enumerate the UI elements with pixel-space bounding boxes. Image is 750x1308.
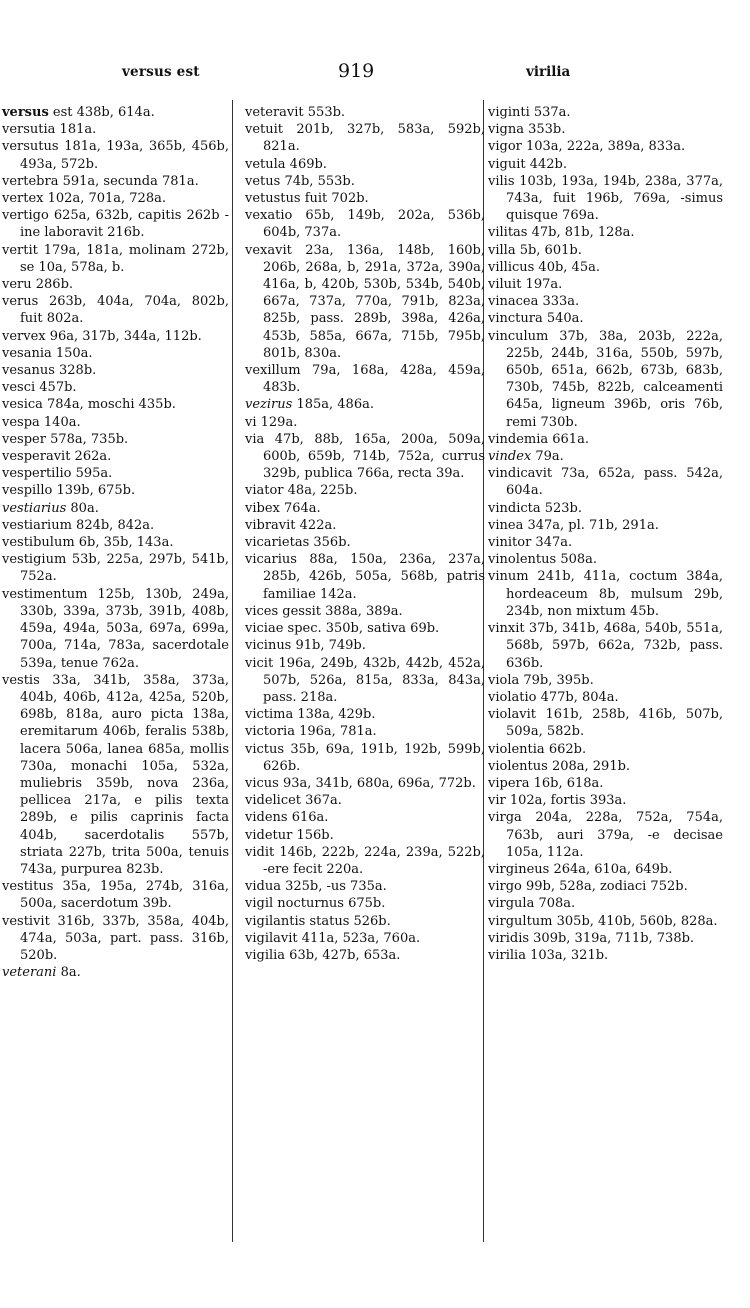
index-entry	[2, 551, 229, 585]
entry-references: viciae spec. 350b, sativa 69b.	[245, 621, 440, 637]
index-entry	[2, 878, 229, 912]
entry-references: vestimentum 125b, 130b, 249a, 330b, 339a, 373b, 391b, 408b, 459a, 494a, 503a, 697a, 699a, 700a, 714a, 783a, sacerdotale 539a, tenue 762a.	[2, 586, 229, 671]
entry-references: vindicta 523b.	[488, 500, 583, 516]
index-entry	[488, 224, 723, 241]
entry-references: 79a.	[531, 449, 564, 465]
entry-references: vetula 469b.	[245, 156, 327, 172]
index-entry	[2, 431, 229, 448]
entry-references: versutus 181a, 193a, 365b, 456b, 493a, 572b.	[2, 139, 229, 172]
index-entry	[2, 242, 229, 276]
index-entry	[488, 672, 723, 689]
index-entry	[488, 551, 723, 568]
index-entry	[2, 396, 229, 413]
entry-references: virgula 708a.	[488, 896, 576, 912]
index-entry	[245, 242, 485, 362]
entry-references: vilitas 47b, 81b, 128a.	[488, 225, 635, 241]
index-entry	[488, 465, 723, 499]
index-entry	[2, 534, 229, 551]
entry-references: vesperavit 262a.	[2, 449, 112, 465]
index-entry	[245, 723, 485, 740]
entry-references: vesica 784a, moschi 435b.	[2, 397, 176, 413]
index-entry	[2, 500, 229, 517]
entry-references: 8a.	[56, 965, 81, 981]
index-entry	[2, 448, 229, 465]
entry-references: vinea 347a, pl. 71b, 291a.	[488, 517, 659, 533]
index-entry	[2, 672, 229, 878]
entry-references: vespertilio 595a.	[2, 466, 113, 482]
entry-references: virgultum 305b, 410b, 560b, 828a.	[488, 913, 718, 929]
index-entry	[488, 276, 723, 293]
entry-headword: versus	[2, 105, 49, 120]
index-entry	[488, 913, 723, 930]
index-entry	[245, 431, 485, 483]
entry-headword: vindex	[488, 449, 532, 465]
running-header	[0, 60, 750, 86]
index-entry	[245, 741, 485, 775]
index-entry	[245, 362, 485, 396]
index-entry	[2, 345, 229, 362]
index-entry	[488, 775, 723, 792]
index-entry	[245, 844, 485, 878]
entry-references: vigna 353b.	[488, 122, 566, 138]
index-entry	[245, 551, 485, 603]
entry-references: videtur 156b.	[245, 827, 334, 843]
entry-references: vicus 93a, 341b, 680a, 696a, 772b.	[245, 775, 476, 791]
entry-references: vestiarium 824b, 842a.	[2, 517, 155, 533]
index-entry	[488, 121, 723, 138]
entry-references: vespa 140a.	[2, 414, 81, 430]
index-entry	[2, 190, 229, 207]
entry-references: victoria 196a, 781a.	[245, 724, 377, 740]
index-entry	[245, 534, 485, 551]
entry-references: viginti 537a.	[488, 105, 571, 120]
index-entry	[245, 620, 485, 637]
index-entry	[488, 620, 723, 672]
index-entry	[488, 878, 723, 895]
index-entry	[245, 913, 485, 930]
entry-references: veteravit 553b.	[245, 105, 346, 120]
index-entry	[2, 276, 229, 293]
entry-references: vinculum 37b, 38a, 203b, 222a, 225b, 244b, 316a, 550b, 597b, 650b, 651a, 662b, 673b, 683b, 730b, 745b, 822b, calceamenti 645a, ligneum 396b, oris 76b, remi 730b.	[488, 328, 723, 430]
entry-references: virgo 99b, 528a, zodiaci 752b.	[488, 879, 688, 895]
entry-references: victus 35b, 69a, 191b, 192b, 599b, 626b.	[245, 741, 485, 774]
index-entry	[488, 792, 723, 809]
index-entry	[245, 603, 485, 620]
entry-references: vinacea 333a.	[488, 294, 580, 310]
entry-references: vexillum 79a, 168a, 428a, 459a, 483b.	[245, 363, 485, 396]
index-entry	[245, 517, 485, 534]
entry-references: vidua 325b, -us 735a.	[245, 879, 387, 895]
entry-references: vetuit 201b, 327b, 583a, 592b, 821a.	[245, 122, 485, 155]
index-column-2	[245, 104, 485, 964]
entry-references: vetus 74b, 553b.	[245, 173, 355, 189]
entry-references: vexavit 23a, 136a, 148b, 160b, 206b, 268a, b, 291a, 372a, 390a, 416a, b, 420b, 530b, 534b, 540b, 667a, 737a, 770a, 791b, 823a, 825b, pass. 289b, 398a, 426a, 453b, 585a, 667a, 715b, 795b, 801b, 830a.	[245, 242, 485, 361]
index-entry	[245, 396, 485, 413]
index-entry	[245, 414, 485, 431]
index-entry	[488, 534, 723, 551]
entry-references: vigil nocturnus 675b.	[245, 896, 386, 912]
entry-references: via 47b, 88b, 165a, 200a, 509a, 600b, 659b, 714b, 752a, currus 329b, publica 766a, recta 39a.	[245, 431, 485, 482]
entry-references: videns 616a.	[245, 810, 329, 826]
entry-references: villicus 40b, 45a.	[488, 259, 600, 275]
index-entry	[488, 431, 723, 448]
index-entry	[245, 878, 485, 895]
index-entry	[2, 913, 229, 965]
index-column-1	[2, 104, 229, 981]
entry-references: vesanus 328b.	[2, 363, 97, 379]
index-entry	[488, 741, 723, 758]
entry-references: viola 79b, 395b.	[488, 672, 594, 688]
entry-references: videlicet 367a.	[245, 793, 342, 809]
index-entry	[488, 310, 723, 327]
entry-references: violatio 477b, 804a.	[488, 689, 619, 705]
entry-references: vidit 146b, 222b, 224a, 239a, 522b, -ere fecit 220a.	[245, 844, 485, 877]
index-entry	[245, 792, 485, 809]
entry-references: virilia 103a, 321b.	[488, 947, 609, 963]
entry-references: violentia 662b.	[488, 741, 587, 757]
entry-references: vervex 96a, 317b, 344a, 112b.	[2, 328, 202, 344]
header-right-catchword: virilia	[526, 64, 571, 80]
index-entry	[245, 827, 485, 844]
index-entry	[245, 655, 485, 707]
index-entry	[488, 568, 723, 620]
entry-references: vilis 103b, 193a, 194b, 238a, 377a, 743a, fuit 196b, 769a, -simus quisque 769a.	[488, 173, 723, 224]
entry-references: vigilavit 411a, 523a, 760a.	[245, 930, 421, 946]
index-entry	[245, 121, 485, 155]
entry-references: vi 129a.	[245, 414, 298, 430]
entry-references: vestis 33a, 341b, 358a, 373a, 404b, 406b, 412a, 425a, 520b, 698b, 818a, auro picta 138a, eremitarum 406b, feralis 538b, lacera 506a, lanea 685a, mollis 730a, monachi 105a, 532a, muliebris 359b, nova 236a, pellicea 217a, e pilis texta 289b, e pilis caprinis facta 404b, sacerdotalis 557b, striata 227b, trita 500a, tenuis 743a, purpurea 823b.	[2, 672, 229, 877]
entry-references: vesci 457b.	[2, 380, 77, 396]
entry-references: virga 204a, 228a, 752a, 754a, 763b, auri 379a, -e decisae 105a, 112a.	[488, 810, 723, 860]
index-entry	[2, 121, 229, 138]
index-entry	[245, 482, 485, 499]
index-entry	[488, 809, 723, 861]
entry-references: vigilia 63b, 427b, 653a.	[245, 947, 401, 963]
index-entry	[245, 895, 485, 912]
entry-references: vibex 764a.	[245, 500, 321, 516]
entry-references: vicit 196a, 249b, 432b, 442b, 452a, 507b, 526a, 815a, 833a, 843a, pass. 218a.	[245, 655, 485, 705]
entry-references: violentus 208a, 291b.	[488, 758, 631, 774]
entry-references: vetustus fuit 702b.	[245, 191, 369, 207]
entry-references: vestigium 53b, 225a, 297b, 541b, 752a.	[2, 552, 229, 585]
index-entry	[2, 293, 229, 327]
entry-references: verus 263b, 404a, 704a, 802b, fuit 802a.	[2, 294, 229, 327]
index-entry	[2, 207, 229, 241]
entry-references: vertex 102a, 701a, 728a.	[2, 191, 166, 207]
index-entry	[2, 964, 229, 981]
index-entry	[245, 930, 485, 947]
entry-references: vir 102a, fortis 393a.	[488, 793, 627, 809]
entry-references: vicarius 88a, 150a, 236a, 237a, 285b, 426b, 505a, 568b, patris familiae 142a.	[245, 552, 485, 602]
entry-references: vindemia 661a.	[488, 431, 589, 447]
index-entry	[2, 173, 229, 190]
index-entry	[488, 328, 723, 431]
index-entry	[245, 156, 485, 173]
index-entry	[245, 500, 485, 517]
index-entry	[488, 293, 723, 310]
entry-references: 185a, 486a.	[292, 397, 374, 413]
index-entry	[488, 156, 723, 173]
index-entry	[488, 173, 723, 225]
index-entry	[488, 895, 723, 912]
entry-references: versutia 181a.	[2, 122, 97, 138]
entry-references: est 438b, 614a.	[48, 105, 155, 120]
entry-headword: vezirus	[245, 397, 293, 413]
entry-references: vinitor 347a.	[488, 535, 573, 551]
header-left-catchword: versus est	[122, 64, 200, 80]
entry-references: vipera 16b, 618a.	[488, 775, 604, 791]
index-entry	[488, 861, 723, 878]
entry-headword: vestiarius	[2, 500, 67, 516]
entry-references: violavit 161b, 258b, 416b, 507b, 509a, 582b.	[488, 707, 723, 740]
entry-references: vertigo 625a, 632b, capitis 262b -ine laboravit 216b.	[2, 208, 229, 241]
entry-references: viator 48a, 225b.	[245, 483, 358, 499]
entry-references: vigilantis status 526b.	[245, 913, 391, 929]
entry-references: vespillo 139b, 675b.	[2, 483, 136, 499]
index-entry	[2, 482, 229, 499]
index-entry	[488, 259, 723, 276]
index-entry	[488, 517, 723, 534]
entry-references: vexatio 65b, 149b, 202a, 536b, 604b, 737a.	[245, 208, 485, 241]
entry-references: 80a.	[66, 500, 99, 516]
entry-references: vigor 103a, 222a, 389a, 833a.	[488, 139, 686, 155]
entry-references: vertebra 591a, secunda 781a.	[2, 173, 199, 189]
index-entry	[488, 706, 723, 740]
index-entry	[2, 362, 229, 379]
index-entry	[488, 500, 723, 517]
index-entry	[245, 207, 485, 241]
index-entry	[2, 414, 229, 431]
index-entry	[2, 328, 229, 345]
entry-references: vinxit 37b, 341b, 468a, 540b, 551a, 568b, 597b, 662a, 732b, pass. 636b.	[488, 621, 723, 671]
index-entry	[245, 809, 485, 826]
index-entry	[488, 758, 723, 775]
entry-references: virgineus 264a, 610a, 649b.	[488, 861, 673, 877]
page-number: 919	[338, 60, 375, 82]
entry-references: vices gessit 388a, 389a.	[245, 603, 403, 619]
entry-references: vestibulum 6b, 35b, 143a.	[2, 535, 174, 551]
entry-references: vesania 150a.	[2, 345, 93, 361]
index-entry	[488, 930, 723, 947]
index-entry	[2, 517, 229, 534]
entry-references: veru 286b.	[2, 277, 74, 293]
index-entry	[245, 947, 485, 964]
index-entry	[2, 138, 229, 172]
entry-references: viridis 309b, 319a, 711b, 738b.	[488, 930, 695, 946]
entry-references: vestivit 316b, 337b, 358a, 404b, 474a, 503a, part. pass. 316b, 520b.	[2, 913, 229, 963]
index-entry	[488, 242, 723, 259]
index-entry	[488, 947, 723, 964]
index-entry	[245, 775, 485, 792]
index-entry	[2, 379, 229, 396]
entry-references: vicarietas 356b.	[245, 535, 351, 551]
index-entry	[245, 637, 485, 654]
entry-references: vesper 578a, 735b.	[2, 431, 129, 447]
index-entry	[2, 104, 229, 121]
entry-references: victima 138a, 429b.	[245, 707, 376, 723]
index-column-3	[488, 104, 723, 964]
entry-references: vindicavit 73a, 652a, pass. 542a, 604a.	[488, 466, 723, 499]
entry-headword: veterani	[2, 965, 57, 981]
entry-references: vinum 241b, 411a, coctum 384a, hordeaceum 8b, mulsum 29b, 234b, non mixtum 45b.	[488, 569, 723, 619]
index-entry	[245, 173, 485, 190]
index-entry	[245, 190, 485, 207]
entry-references: vestitus 35a, 195a, 274b, 316a, 500a, sacerdotum 39b.	[2, 879, 229, 912]
index-entry	[488, 138, 723, 155]
entry-references: viluit 197a.	[488, 277, 563, 293]
index-entry	[488, 689, 723, 706]
entry-references: vinctura 540a.	[488, 311, 584, 327]
index-entry	[488, 448, 723, 465]
index-entry	[245, 104, 485, 121]
entry-references: viguit 442b.	[488, 156, 567, 172]
column-divider	[232, 100, 233, 1242]
index-entry	[245, 706, 485, 723]
entry-references: vertit 179a, 181a, molinam 272b, se 10a, 578a, b.	[2, 242, 229, 275]
entry-references: vibravit 422a.	[245, 517, 337, 533]
index-entry	[2, 586, 229, 672]
entry-references: vicinus 91b, 749b.	[245, 638, 366, 654]
index-entry	[2, 465, 229, 482]
index-entry	[488, 104, 723, 121]
entry-references: vinolentus 508a.	[488, 552, 598, 568]
entry-references: villa 5b, 601b.	[488, 242, 582, 258]
